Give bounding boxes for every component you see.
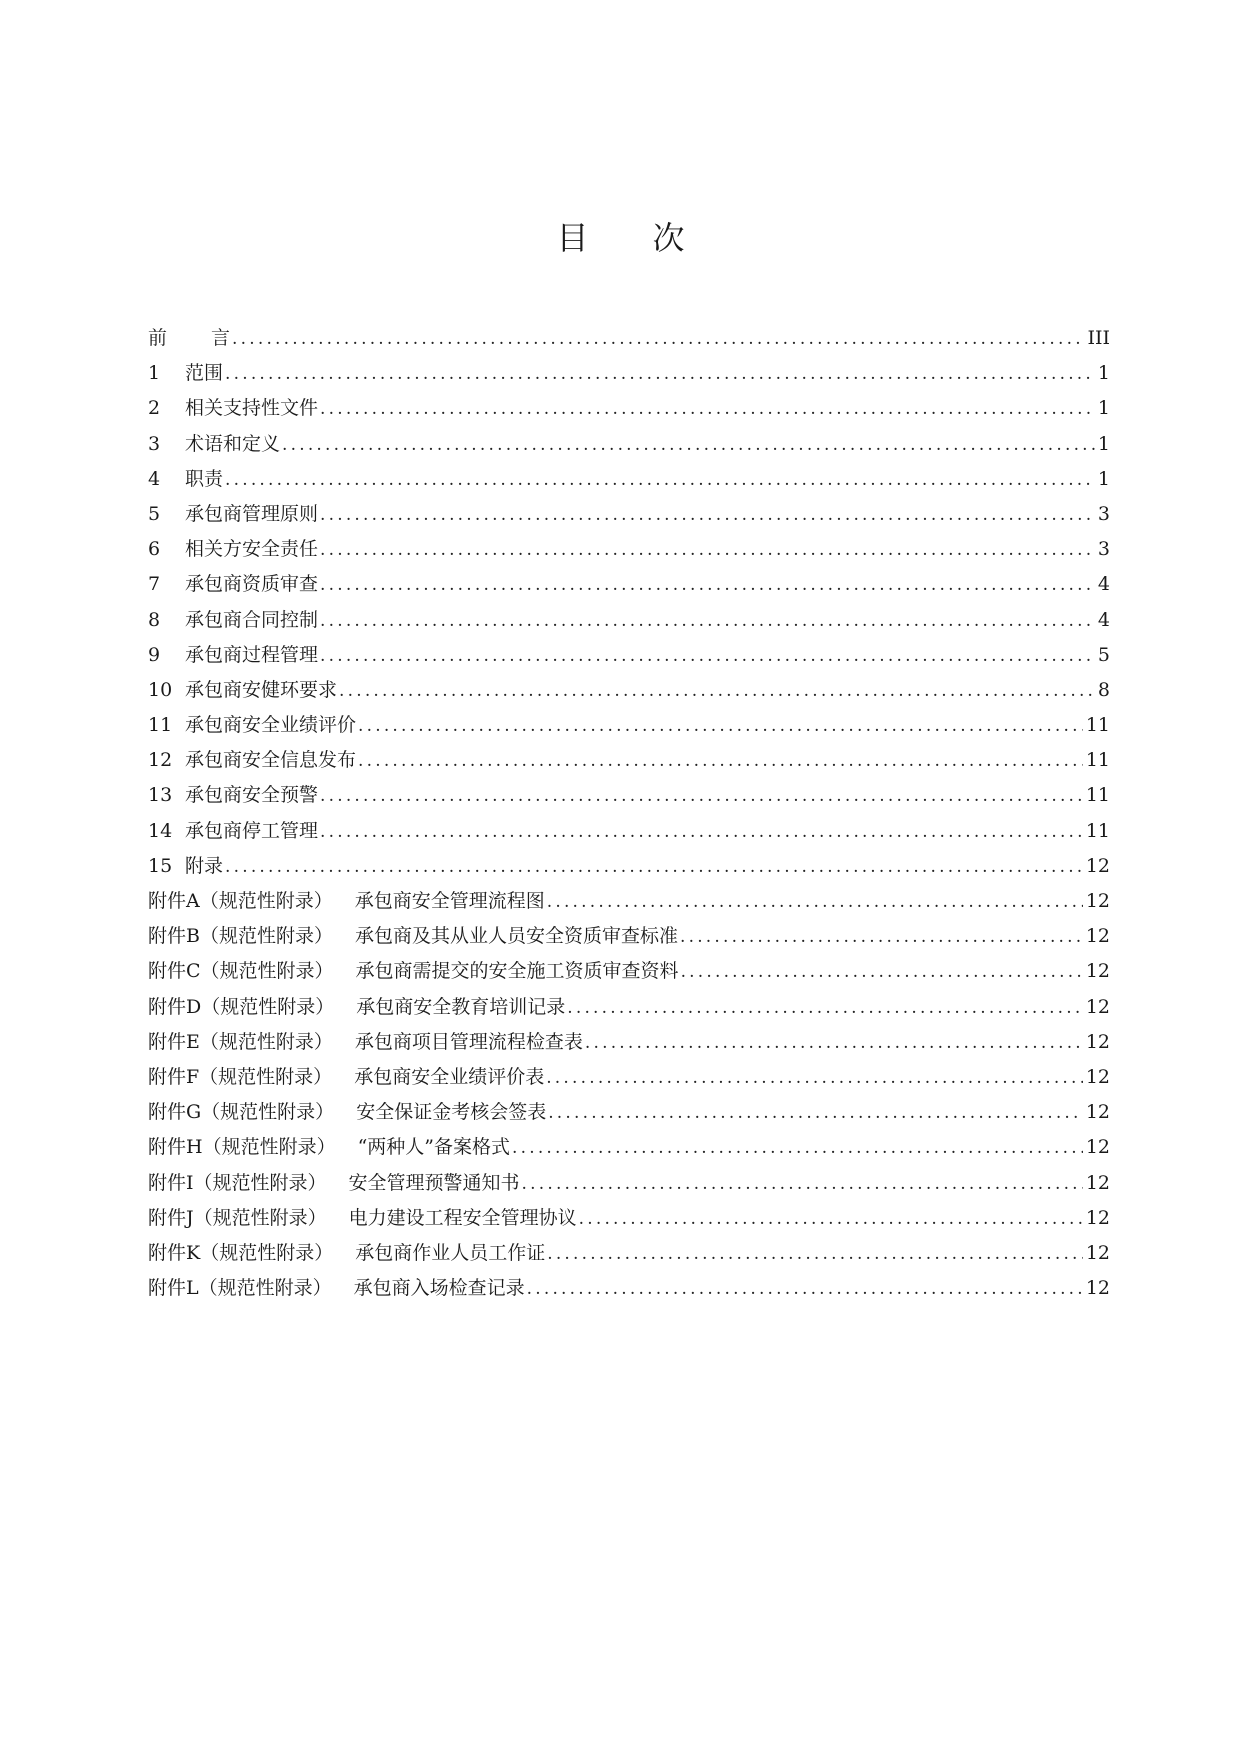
toc-page-number: 12 (1085, 1241, 1110, 1264)
toc-appendix-label: 附件K（规范性附录） (148, 1241, 334, 1264)
dot-leader (358, 709, 1083, 744)
toc-page-number: 3 (1097, 502, 1110, 525)
toc-entry-text (148, 321, 230, 356)
toc-page-number: 12 (1085, 1030, 1110, 1053)
toc-appendix-label: 附件I（规范性附录） (148, 1171, 327, 1194)
toc-entry-text: 承包商合同控制 (185, 608, 319, 631)
toc-entry-text: 承包商安全业绩评价 (185, 714, 357, 737)
dot-leader (522, 1167, 1083, 1202)
toc-appendix-label: 附件E（规范性附录） (148, 1030, 333, 1053)
toc-page-number: 8 (1097, 678, 1110, 701)
toc-entry-text: 承包商停工管理 (185, 819, 319, 842)
dot-leader (320, 392, 1095, 427)
dot-leader (232, 322, 1084, 357)
toc-entry-appendix[interactable] (148, 1201, 1110, 1236)
toc-section-number: 5 (148, 502, 161, 525)
toc-page-number: 11 (1085, 714, 1110, 737)
dot-leader (225, 357, 1095, 392)
toc-entry-text: “两种人”备案格式 (357, 1136, 511, 1159)
toc-page-number: 3 (1097, 538, 1110, 561)
dot-leader (680, 920, 1083, 955)
toc-section-number: 8 (148, 608, 161, 631)
toc-page-number: 1 (1097, 432, 1110, 455)
toc-page-number: 11 (1085, 784, 1110, 807)
toc-page-number: 12 (1085, 1065, 1110, 1088)
toc-page-number: 1 (1097, 397, 1110, 420)
toc-page-number: 12 (1085, 1277, 1110, 1300)
toc-entry-text: 承包商过程管理 (185, 643, 319, 666)
toc-section-number: 3 (148, 432, 161, 455)
toc-entry-section[interactable] (148, 462, 1110, 497)
toc-entry-appendix[interactable] (148, 884, 1110, 919)
toc-section-number: 13 (148, 784, 173, 807)
toc-entry-section[interactable] (148, 638, 1110, 673)
toc-page-number: 11 (1085, 819, 1110, 842)
toc-page-number: 12 (1085, 1171, 1110, 1194)
toc-page-number: 4 (1097, 573, 1110, 596)
dot-leader (320, 639, 1095, 674)
dot-leader (547, 885, 1083, 920)
dot-leader (320, 779, 1083, 814)
toc-entry-text: 承包商安全信息发布 (185, 749, 357, 772)
toc-entry-section[interactable] (148, 603, 1110, 638)
toc-entry-appendix[interactable] (148, 1166, 1110, 1201)
toc-entry-text: 承包商管理原则 (185, 502, 319, 525)
toc-entry-section[interactable] (148, 743, 1110, 778)
toc-page-number: 1 (1097, 467, 1110, 490)
toc-entry-section[interactable] (148, 708, 1110, 743)
toc-page-number: 12 (1085, 960, 1110, 983)
toc-page-number: 12 (1085, 854, 1110, 877)
toc-entry-text: 承包商需提交的安全施工资质审查资料 (355, 960, 679, 983)
toc-appendix-label: 附件A（规范性附录） (148, 890, 333, 912)
toc-entry-appendix[interactable] (148, 1130, 1110, 1165)
dot-leader (282, 428, 1095, 463)
toc-entry-text: 承包商项目管理流程检查表 (354, 1030, 583, 1053)
page-title-char-2: 次 (652, 219, 685, 257)
dot-leader (681, 955, 1083, 990)
toc-appendix-label: 附件J（规范性附录） (148, 1206, 327, 1229)
toc-entry-text: 承包商安全教育培训记录 (356, 995, 566, 1018)
dot-leader (358, 744, 1083, 779)
toc-appendix-label: 附件B（规范性附录） (148, 925, 333, 948)
toc-appendix-label: 附件G（规范性附录） (148, 1101, 335, 1124)
toc-appendix-label: 附件C（规范性附录） (148, 960, 334, 983)
toc-entry-text: 相关支持性文件 (185, 397, 319, 420)
toc-entry-appendix[interactable] (148, 1271, 1110, 1306)
page-title-char-1: 目 (556, 219, 589, 257)
toc-page-number: 12 (1085, 1206, 1110, 1229)
toc-section-number: 11 (148, 714, 173, 737)
toc-entry-text: 术语和定义 (185, 432, 281, 455)
dot-leader (527, 1272, 1083, 1307)
toc-entry-text: 承包商安全业绩评价表 (354, 1065, 545, 1088)
toc-entry-section[interactable] (148, 673, 1110, 708)
dot-leader (567, 991, 1083, 1026)
toc-entry-text: 承包商资质审查 (185, 573, 319, 596)
toc-page-number: 11 (1085, 749, 1110, 772)
toc-page-number: 1 (1097, 362, 1110, 385)
page-title (0, 218, 1241, 258)
toc-entry-text: 电力建设工程安全管理协议 (348, 1206, 577, 1229)
toc-page-number: 12 (1085, 1101, 1110, 1124)
toc-entry-text: 相关方安全责任 (185, 538, 319, 561)
toc-entry-text: 承包商安全预警 (185, 784, 319, 807)
toc-entry-appendix[interactable] (148, 990, 1110, 1025)
toc-entry-section[interactable] (148, 778, 1110, 813)
toc-entry-preface[interactable] (148, 321, 1110, 356)
toc-section-number: 10 (148, 678, 173, 701)
dot-leader (339, 674, 1095, 709)
toc-entry-appendix[interactable] (148, 1060, 1110, 1095)
dot-leader (320, 498, 1095, 533)
toc-appendix-label: 附件D（规范性附录） (148, 995, 335, 1018)
dot-leader (320, 533, 1095, 568)
toc-section-number: 12 (148, 749, 173, 772)
toc-entry-text: 附录 (185, 854, 224, 877)
toc-entry-text: 安全保证金考核会签表 (356, 1101, 547, 1124)
toc-entry-section[interactable] (148, 427, 1110, 462)
toc-entry-text: 承包商作业人员工作证 (355, 1241, 546, 1264)
toc-entry-text: 安全管理预警通知书 (348, 1171, 520, 1194)
dot-leader (320, 568, 1095, 603)
toc-appendix-label: 附件L（规范性附录） (148, 1277, 332, 1300)
toc-page-number: 4 (1097, 608, 1110, 631)
toc-section-number: 6 (148, 538, 161, 561)
dot-leader (546, 1061, 1083, 1096)
toc-entry-section[interactable] (148, 814, 1110, 849)
toc-appendix-label: 附件H（规范性附录） (148, 1136, 336, 1159)
toc-entry-section[interactable] (148, 497, 1110, 532)
dot-leader (512, 1131, 1083, 1166)
toc-entry-appendix[interactable] (148, 954, 1110, 989)
toc-entry-text: 范围 (185, 362, 224, 385)
toc-entry-section[interactable] (148, 567, 1110, 602)
toc-appendix-label: 附件F（规范性附录） (148, 1065, 333, 1088)
dot-leader (320, 815, 1083, 850)
toc-list (148, 321, 1110, 1306)
toc-page-number: III (1087, 327, 1110, 349)
toc-page-number: 12 (1085, 925, 1110, 948)
toc-entry-section[interactable] (148, 849, 1110, 884)
toc-page-number: 12 (1085, 890, 1110, 912)
toc-section-number: 15 (148, 854, 173, 877)
toc-section-number: 14 (148, 819, 173, 842)
dot-leader (585, 1026, 1083, 1061)
toc-page-number: 5 (1097, 643, 1110, 666)
toc-entry-section[interactable] (148, 356, 1110, 391)
toc-section-number: 4 (148, 467, 161, 490)
dot-leader (547, 1237, 1083, 1272)
dot-leader (548, 1096, 1083, 1131)
dot-leader (320, 604, 1095, 639)
toc-section-number: 7 (148, 573, 161, 596)
preface-char-1: 前 (148, 327, 168, 349)
toc-section-number: 9 (148, 643, 161, 666)
toc-entry-text: 承包商安全管理流程图 (354, 890, 545, 912)
toc-entry-text: 职责 (185, 467, 224, 490)
toc-entry-appendix[interactable] (148, 1236, 1110, 1271)
toc-entry-text: 承包商及其从业人员安全资质审查标准 (354, 925, 678, 948)
dot-leader (225, 463, 1095, 498)
toc-entry-appendix[interactable] (148, 1095, 1110, 1130)
toc-entry-appendix[interactable] (148, 1025, 1110, 1060)
toc-page-number: 12 (1085, 995, 1110, 1018)
toc-entry-appendix[interactable] (148, 919, 1110, 954)
toc-page-number: 12 (1085, 1136, 1110, 1159)
dot-leader (579, 1202, 1083, 1237)
toc-entry-text: 承包商入场检查记录 (353, 1277, 525, 1300)
dot-leader (225, 850, 1083, 885)
toc-entry-text: 承包商安健环要求 (185, 678, 338, 701)
toc-section-number: 2 (148, 397, 161, 420)
preface-char-2: 言 (211, 327, 231, 349)
toc-entry-section[interactable] (148, 532, 1110, 567)
toc-entry-section[interactable] (148, 391, 1110, 426)
toc-section-number: 1 (148, 362, 161, 385)
